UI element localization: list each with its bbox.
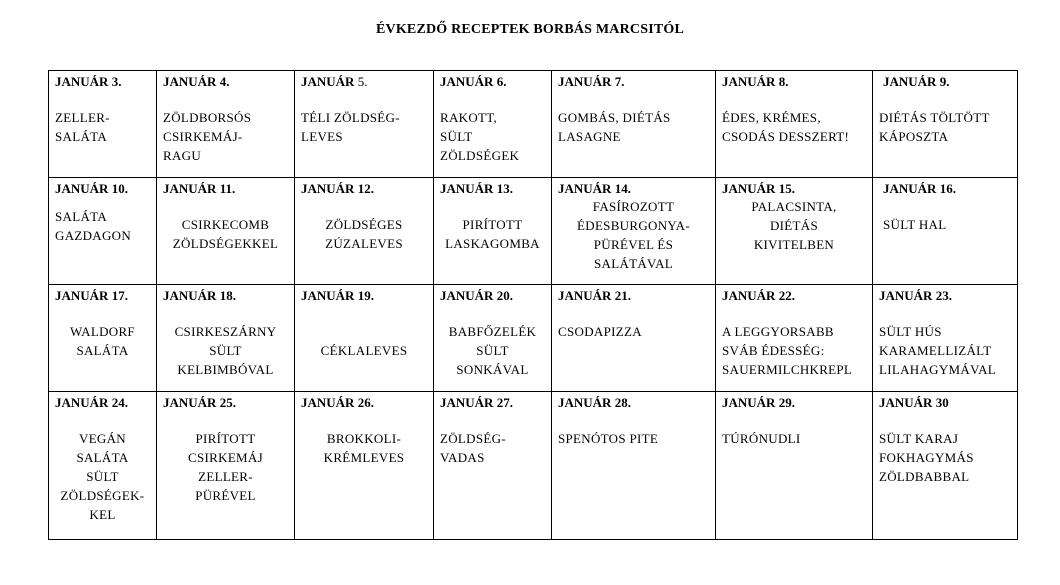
day-date: JANUÁR 18. [163,288,236,303]
recipe-title: SÜLT KARAJ FOKHAGYMÁS ZÖLDBABBAL [879,431,974,484]
day-date: JANUÁR 17. [55,288,128,303]
day-cell [552,71,716,178]
recipe-title: RAKOTT, SÜLT ZÖLDSÉGEK [440,110,520,163]
recipe-title: BABFŐZELÉK SÜLT SONKÁVAL [448,324,537,377]
day-cell [552,392,716,540]
day-date: JANUÁR 23. [879,288,952,303]
recipe-title: SPENÓTOS PITE [558,431,659,446]
day-cell [157,285,295,392]
day-cell [295,285,434,392]
day-cell [295,178,434,285]
day-cell [434,71,552,178]
recipe-title: SÜLT HAL [883,217,947,232]
table-row [49,178,1018,285]
day-cell [49,285,157,392]
recipe-title: SÜLT HÚS KARAMELLIZÁLT LILAHAGYMÁVAL [879,324,997,377]
recipe-title: ZELLER- SALÁTA [55,110,110,144]
day-cell [295,71,434,178]
day-date: JANUÁR 6. [440,74,507,89]
recipe-title: CÉKLALEVES [320,343,408,358]
day-date: JANUÁR 16. [883,181,956,196]
day-date: JANUÁR 10. [55,181,128,196]
day-date: JANUÁR 12. [301,181,374,196]
day-date: JANUÁR 8. [722,74,789,89]
day-cell [49,392,157,540]
day-cell [434,285,552,392]
day-date: JANUÁR 21. [558,288,631,303]
recipe-title: SALÁTA GAZDAGON [55,209,132,243]
day-date: JANUÁR 7. [558,74,625,89]
day-cell [716,178,873,285]
recipe-title: FASÍROZOTT ÉDESBURGONYA- PÜRÉVEL ÉS SALÁTÁVAL [577,199,690,271]
page-title: ÉVKEZDŐ RECEPTEK BORBÁS MARCSITÓL [375,22,685,37]
recipe-title: ZÖLDSÉGES ZÚZALEVES [325,217,403,251]
day-cell [157,392,295,540]
recipe-calendar-table [48,70,1018,540]
day-date: JANUÁR 3. [55,74,122,89]
day-cell [49,178,157,285]
day-date: JANUÁR 22. [722,288,795,303]
recipe-title: PIRÍTOTT LASKAGOMBA [445,217,540,251]
day-cell [716,285,873,392]
day-date: JANUÁR 30 [879,395,949,410]
recipe-title: A LEGGYORSABB SVÁB ÉDESSÉG: SAUERMILCHKREPL [722,324,853,377]
day-cell [552,285,716,392]
day-cell [552,178,716,285]
recipe-title: CSIRKESZÁRNY SÜLT KELBIMBÓVAL [174,324,277,377]
day-date: JANUÁR 19. [301,288,374,303]
recipe-title: ZÖLDSÉG- VADAS [440,431,506,465]
day-date: JANUÁR 13. [440,181,513,196]
day-cell [716,392,873,540]
day-date: JANUÁR 14. [558,181,631,196]
day-cell [49,71,157,178]
recipe-title: WALDORF SALÁTA [70,324,135,358]
day-cell [873,178,1018,285]
day-date: JANUÁR 27. [440,395,513,410]
recipe-title: VEGÁN SALÁTA SÜLT ZÖLDSÉGEK- KEL [60,431,145,522]
day-cell [434,392,552,540]
day-date: JANUÁR 4. [163,74,230,89]
day-cell [873,392,1018,540]
recipe-title: GOMBÁS, DIÉTÁS LASAGNE [558,110,671,144]
table-row [49,392,1018,540]
recipe-title: BROKKOLI- KRÉMLEVES [323,431,405,465]
day-date: JANUÁR 9. [883,74,950,89]
recipe-title: CSODAPIZZA [558,324,642,339]
recipe-title: TÉLI ZÖLDSÉG- LEVES [301,110,400,144]
day-date: JANUÁR 5. [301,74,368,89]
day-cell [157,178,295,285]
day-cell [873,285,1018,392]
day-date: JANUÁR 11. [163,181,236,196]
recipe-title: CSIRKECOMB ZÖLDSÉGEKKEL [172,217,279,251]
day-date: JANUÁR 20. [440,288,513,303]
day-cell [157,71,295,178]
day-cell [295,392,434,540]
day-date: JANUÁR 26. [301,395,374,410]
recipe-title: PALACSINTA, DIÉTÁS KIVITELBEN [751,199,837,252]
day-cell [716,71,873,178]
day-date: JANUÁR 15. [722,181,795,196]
table-row [49,285,1018,392]
day-cell [434,178,552,285]
table-row [49,71,1018,178]
recipe-title: ZÖLDBORSÓS CSIRKEMÁJ- RAGU [163,110,252,163]
day-date: JANUÁR 24. [55,395,128,410]
recipe-title: PIRÍTOTT CSIRKEMÁJ ZELLER- PÜRÉVEL [188,431,263,503]
day-date: JANUÁR 25. [163,395,236,410]
recipe-title: TÚRÓNUDLI [722,431,801,446]
day-date: JANUÁR 29. [722,395,795,410]
recipe-title: ÉDES, KRÉMES, CSODÁS DESSZERT! [722,110,850,144]
day-date: JANUÁR 28. [558,395,631,410]
recipe-title: DIÉTÁS TÖLTÖTT KÁPOSZTA [879,110,990,144]
day-cell [873,71,1018,178]
